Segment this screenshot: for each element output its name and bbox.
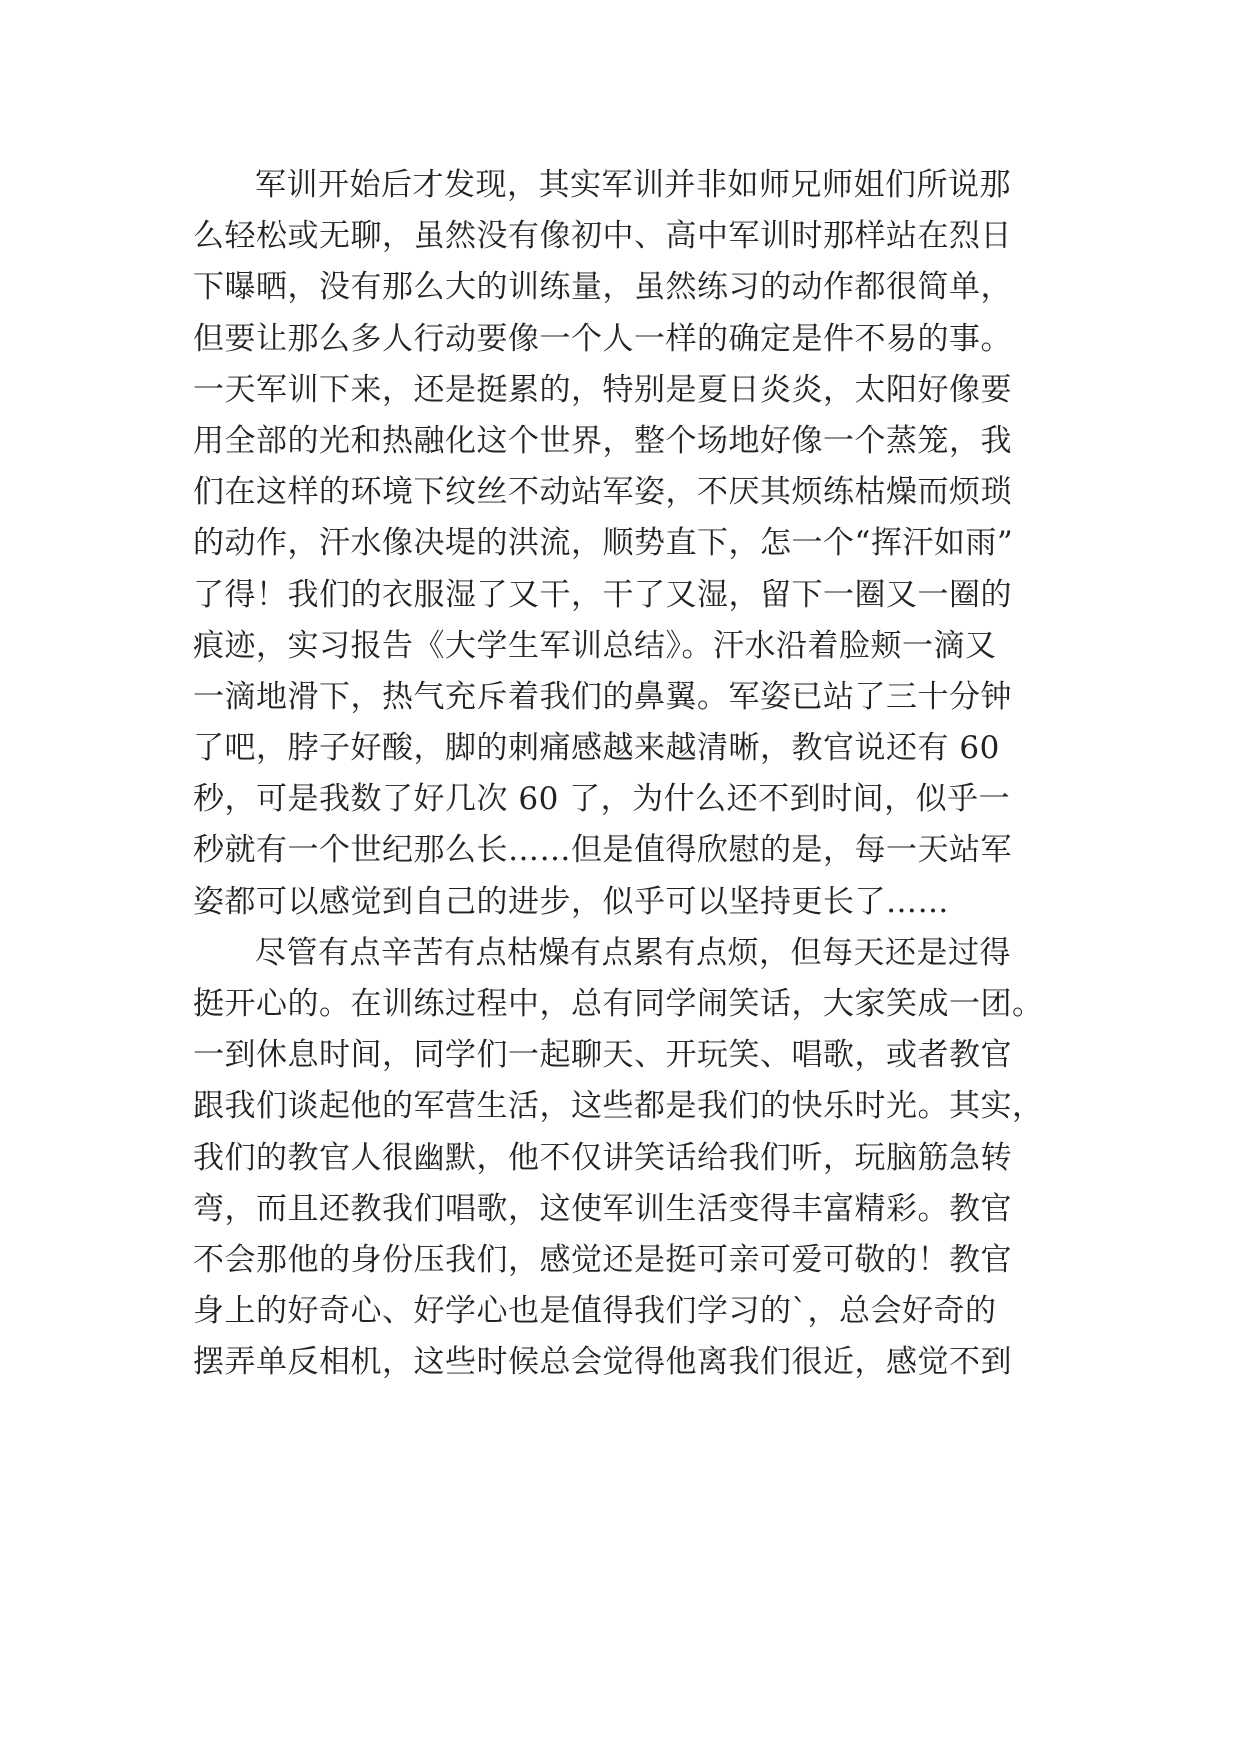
paragraph-2-line-5: 我们的教官人很幽默，他不仅讲笑话给我们听，玩脑筋急转 <box>193 1139 1012 1176</box>
paragraph-1-line-7: 们在这样的环境下纹丝不动站军姿，不厌其烦练枯燥而烦琐 <box>193 474 1012 511</box>
paragraph-1-line-6: 用全部的光和热融化这个世界，整个场地好像一个蒸笼，我 <box>193 422 1012 459</box>
paragraph-1-line-13: 秒，可是我数了好几次 60 了，为什么还不到时间，似乎一 <box>193 781 1011 818</box>
paragraph-1-line-3: 下曝晒，没有那么大的训练量，虽然练习的动作都很简单， <box>193 269 1012 306</box>
paragraph-2-line-2: 挺开心的。在训练过程中，总有同学闹笑话，大家笑成一团。 <box>193 986 1044 1022</box>
paragraph-1-line-14: 秒就有一个世纪那么长……但是值得欣慰的是，每一天站军 <box>193 832 1012 869</box>
paragraph-1-line-1: 军训开始后才发现，其实军训并非如师兄师姐们所说那 <box>255 167 1011 203</box>
paragraph-2-line-9: 摆弄单反相机，这些时候总会觉得他离我们很近，感觉不到 <box>193 1344 1012 1381</box>
paragraph-1-line-2: 么轻松或无聊，虽然没有像初中、高中军训时那样站在烈日 <box>193 218 1012 255</box>
paragraph-2-line-8: 身上的好奇心、好学心也是值得我们学习的`，总会好奇的 <box>193 1293 997 1330</box>
paragraph-1-line-10: 痕迹，实习报告《大学生军训总结》。汗水沿着脸颊一滴又 <box>193 627 997 664</box>
body-text <box>193 160 1053 1389</box>
paragraph-1-line-4: 但要让那么多人行动要像一个人一样的确定是件不易的事。 <box>193 320 1012 357</box>
paragraph-1-line-15: 姿都可以感觉到自己的进步，似乎可以坚持更长了…… <box>193 883 949 920</box>
paragraph-2-line-1: 尽管有点辛苦有点枯燥有点累有点烦，但每天还是过得 <box>255 934 1011 971</box>
paragraph-1-line-5: 一天军训下来，还是挺累的，特别是夏日炎炎，太阳好像要 <box>193 371 1012 408</box>
paragraph-1-line-9: 了得！我们的衣服湿了又干，干了又湿，留下一圈又一圈的 <box>193 576 1012 613</box>
paragraph-1-line-11: 一滴地滑下，热气充斥着我们的鼻翼。军姿已站了三十分钟 <box>193 678 1012 715</box>
paragraph-1-line-12: 了吧，脖子好酸，脚的刺痛感越来越清晰，教官说还有 60 <box>193 730 1000 767</box>
paragraph-2-line-4: 跟我们谈起他的军营生活，这些都是我们的快乐时光。其实， <box>193 1088 1044 1125</box>
paragraph-2-line-7: 不会那他的身份压我们，感觉还是挺可亲可爱可敬的！教官 <box>193 1241 1012 1278</box>
paragraph-2-line-6: 弯，而且还教我们唱歌，这使军训生活变得丰富精彩。教官 <box>193 1190 1012 1227</box>
paragraph-2-line-3: 一到休息时间，同学们一起聊天、开玩笑、唱歌，或者教官 <box>193 1037 1012 1074</box>
paragraph-1-line-8: 的动作，汗水像决堤的洪流，顺势直下，怎一个“挥汗如雨” <box>193 525 1014 562</box>
